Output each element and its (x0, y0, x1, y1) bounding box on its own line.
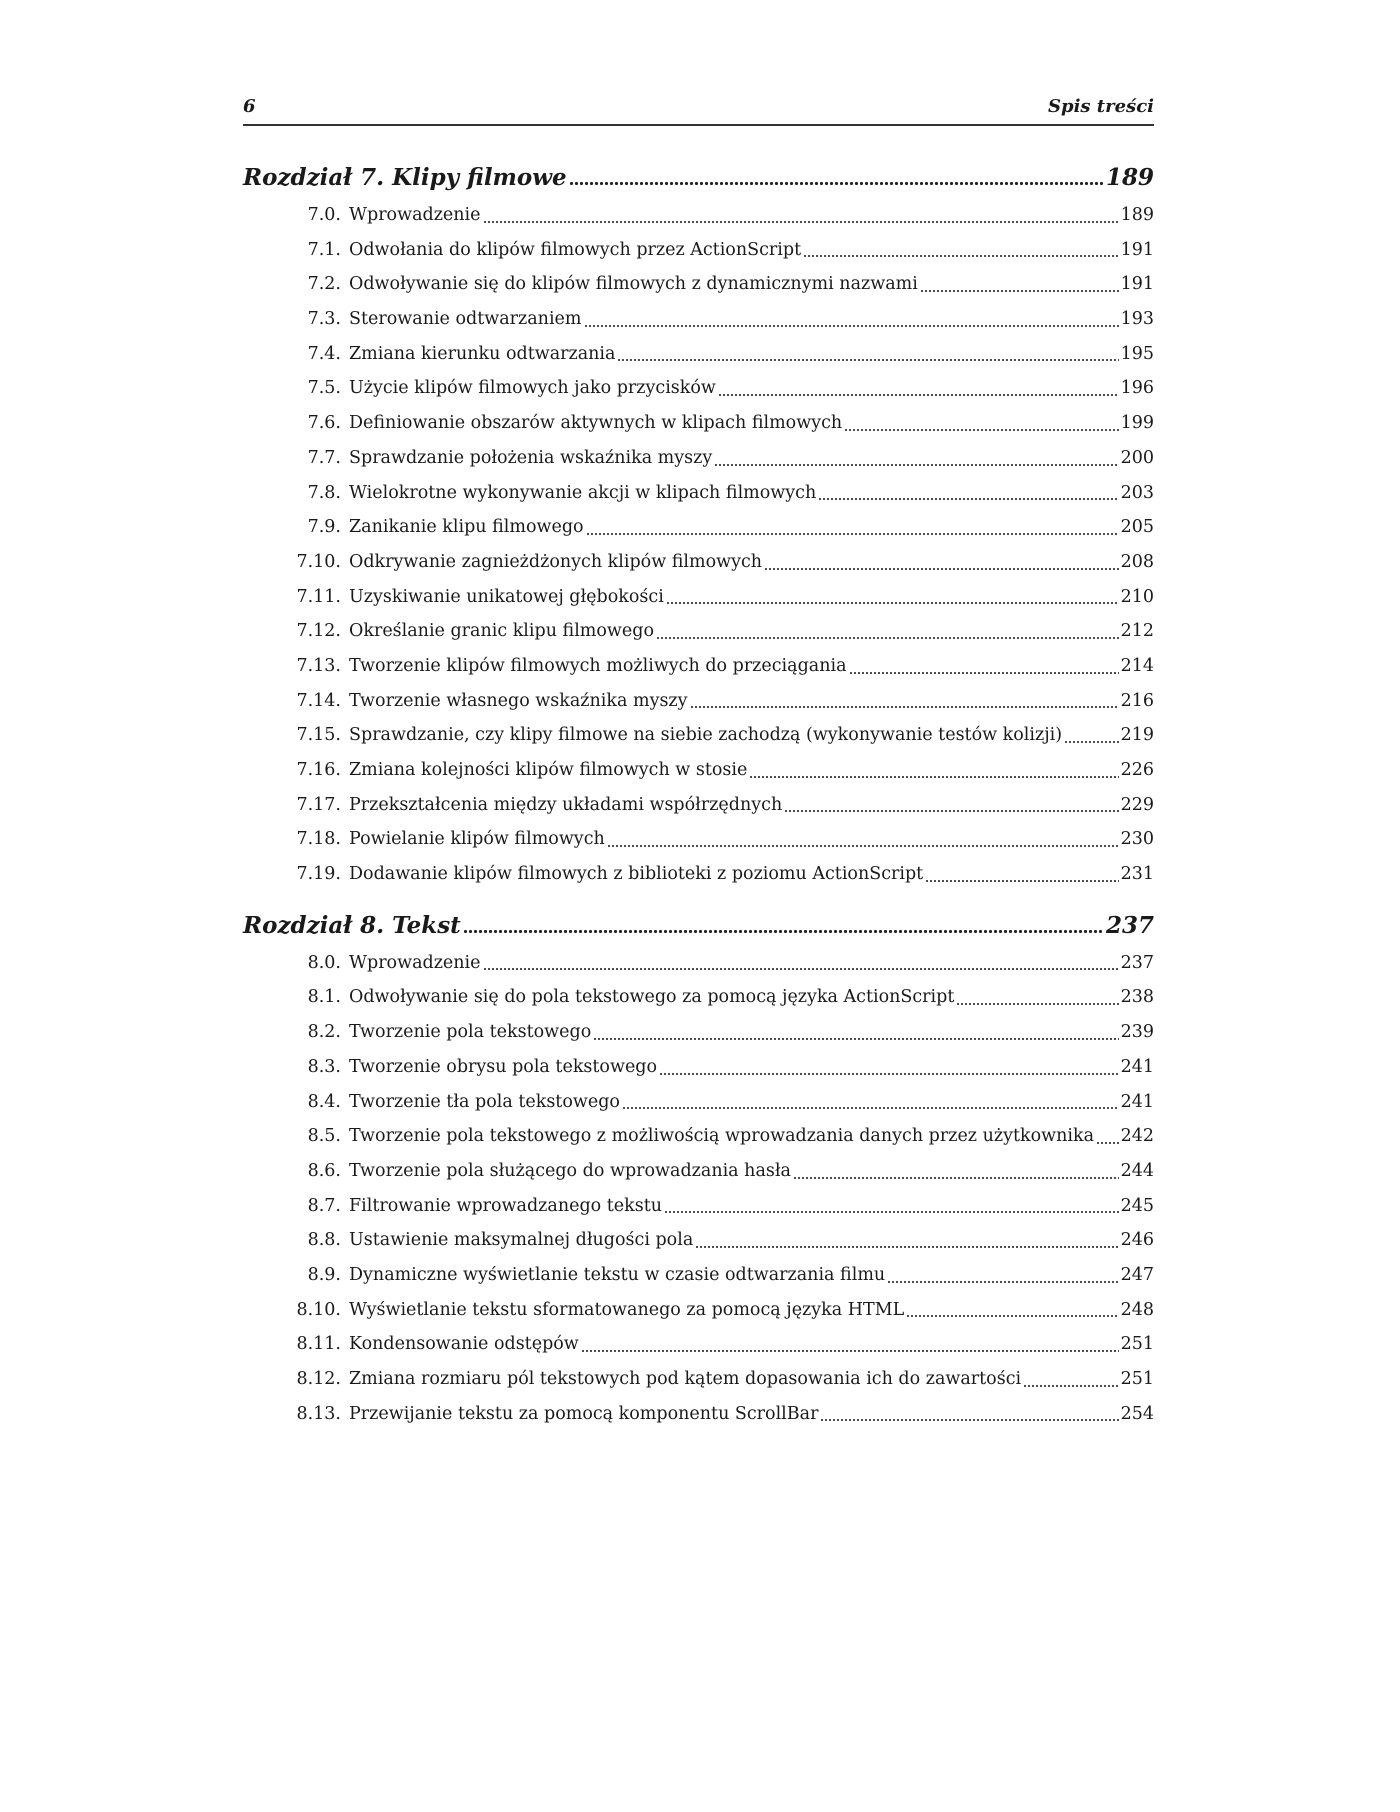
dot-leader (617, 356, 1118, 362)
entry-title: Tworzenie tła pola tekstowego (349, 1091, 620, 1112)
entry-title: Powielanie klipów filmowych (349, 829, 605, 850)
toc-entry[interactable] (243, 1085, 1154, 1120)
entry-title: Użycie klipów filmowych jako przycisków (349, 378, 716, 399)
entry-number: 8.13. (296, 1403, 341, 1424)
entry-page-number: 205 (1120, 517, 1154, 538)
chapter-page-number: 189 (1105, 164, 1154, 191)
toc-entry[interactable] (243, 198, 1154, 233)
entry-title: Tworzenie obrysu pola tekstowego (349, 1056, 658, 1077)
entry-title: Tworzenie pola tekstowego (349, 1022, 592, 1043)
dot-leader (690, 703, 1119, 709)
entry-page-number: 203 (1120, 482, 1154, 503)
entry-number: 8.2. (307, 1022, 341, 1043)
dot-leader (714, 461, 1118, 467)
entry-page-number: 226 (1120, 760, 1154, 780)
dot-leader (764, 565, 1119, 571)
dot-leader (463, 927, 1104, 934)
entry-number: 7.19. (296, 864, 341, 885)
entry-title: Tworzenie pola tekstowego z możliwością wprowadzania danych przez użytkownika (349, 1126, 1095, 1147)
entry-page-number: 238 (1120, 987, 1154, 1008)
entry-page-number: 251 (1120, 1369, 1154, 1389)
entry-title: Zanikanie klipu filmowego (349, 517, 584, 538)
entry-number: 7.17. (296, 794, 341, 815)
dot-leader (586, 530, 1119, 536)
toc-entry[interactable] (243, 1258, 1154, 1293)
toc-entry[interactable] (243, 1293, 1154, 1328)
entry-page-number: 196 (1120, 378, 1154, 399)
entry-page-number: 254 (1120, 1403, 1154, 1424)
entry-title: Odwoływanie się do pola tekstowego za pomocą języka ActionScript (349, 987, 955, 1008)
dot-leader (483, 965, 1119, 971)
toc-entry[interactable] (243, 614, 1154, 649)
entry-title: Tworzenie klipów filmowych możliwych do przeciągania (349, 655, 847, 676)
dot-leader (483, 218, 1119, 224)
toc-entry[interactable] (243, 1154, 1154, 1189)
toc-entry[interactable] (243, 580, 1154, 615)
dot-leader (666, 599, 1119, 605)
entry-page-number: 191 (1120, 239, 1154, 260)
toc-entry[interactable] (243, 406, 1154, 441)
entry-page-number: 189 (1120, 205, 1154, 225)
dot-leader (664, 1208, 1119, 1214)
toc-entry[interactable] (243, 233, 1154, 268)
entry-page-number: 200 (1120, 447, 1154, 468)
toc-entry[interactable] (243, 441, 1154, 476)
toc-entry[interactable] (243, 822, 1154, 857)
entry-number: 7.16. (296, 760, 341, 780)
entry-page-number: 230 (1120, 829, 1154, 850)
entry-title: Dodawanie klipów filmowych z biblioteki z poziomu ActionScript (349, 864, 924, 885)
chapter-heading[interactable] (243, 908, 1154, 944)
toc-entry[interactable] (243, 510, 1154, 545)
entry-number: 8.0. (307, 952, 341, 973)
entry-number: 8.7. (307, 1195, 341, 1216)
running-header-title: Spis treści (1047, 96, 1154, 117)
page-number: 6 (243, 96, 256, 117)
dot-leader (581, 1347, 1119, 1353)
entry-number: 7.14. (296, 690, 341, 711)
entry-title: Określanie granic klipu filmowego (349, 621, 655, 642)
dot-leader (659, 1070, 1119, 1076)
toc-entry[interactable] (243, 337, 1154, 372)
entry-title: Wyświetlanie tekstu sformatowanego za pomocą języka HTML (349, 1299, 905, 1320)
dot-leader (593, 1035, 1118, 1041)
dot-leader (622, 1104, 1119, 1110)
chapter-title: Rozdział 8. Tekst (243, 911, 461, 939)
chapter-page-number: 237 (1105, 911, 1154, 939)
entry-page-number: 191 (1120, 274, 1154, 295)
dot-leader (718, 391, 1119, 397)
entry-number: 7.4. (307, 343, 341, 364)
entry-page-number: 242 (1120, 1126, 1154, 1147)
entry-title: Filtrowanie wprowadzanego tekstu (349, 1195, 663, 1216)
dot-leader (584, 322, 1119, 328)
entry-page-number: 241 (1120, 1091, 1154, 1112)
dot-leader (887, 1278, 1118, 1284)
toc-entry[interactable] (243, 1050, 1154, 1085)
dot-leader (607, 842, 1119, 848)
entry-page-number: 214 (1120, 655, 1154, 676)
dot-leader (849, 669, 1119, 675)
entry-title: Tworzenie pola służącego do wprowadzania hasła (349, 1160, 791, 1181)
entry-page-number: 239 (1120, 1022, 1154, 1043)
entry-page-number: 219 (1120, 725, 1154, 746)
entry-number: 7.8. (307, 482, 341, 503)
entry-number: 7.5. (307, 378, 341, 399)
entry-title: Odwołania do klipów filmowych przez ActionScript (349, 239, 802, 260)
dot-leader (818, 495, 1118, 501)
entry-number: 7.6. (307, 413, 341, 434)
toc-entry[interactable] (243, 1327, 1154, 1362)
dot-leader (1064, 738, 1119, 744)
entry-page-number: 251 (1120, 1334, 1154, 1355)
entry-page-number: 237 (1120, 952, 1154, 973)
toc-entry[interactable] (243, 302, 1154, 337)
entry-title: Zmiana kierunku odtwarzania (349, 343, 616, 364)
dot-leader (925, 877, 1118, 883)
toc-entry[interactable] (243, 1119, 1154, 1154)
dot-leader (956, 1000, 1118, 1006)
entry-page-number: 193 (1120, 309, 1154, 330)
toc-entry[interactable] (243, 946, 1154, 981)
entry-title: Zmiana kolejności klipów filmowych w stosie (349, 760, 748, 780)
entry-number: 7.18. (296, 829, 341, 850)
entry-number: 7.2. (307, 274, 341, 295)
entry-title: Odwoływanie się do klipów filmowych z dynamicznymi nazwami (349, 274, 918, 295)
dot-leader (844, 426, 1118, 432)
dot-leader (749, 773, 1118, 779)
entry-title: Przekształcenia między układami współrzędnych (349, 794, 783, 815)
entry-number: 8.1. (307, 987, 341, 1008)
entry-number: 7.10. (296, 551, 341, 572)
toc-entry[interactable] (243, 1015, 1154, 1050)
toc-entry[interactable] (243, 649, 1154, 684)
toc-entry[interactable] (243, 788, 1154, 823)
entry-number: 7.7. (307, 447, 341, 468)
entry-page-number: 247 (1120, 1264, 1154, 1285)
dot-leader (1023, 1382, 1118, 1388)
toc-entry[interactable] (243, 718, 1154, 753)
entry-page-number: 246 (1120, 1230, 1154, 1251)
entry-title: Dynamiczne wyświetlanie tekstu w czasie odtwarzania filmu (349, 1264, 886, 1285)
entry-number: 7.11. (296, 586, 341, 607)
entry-title: Zmiana rozmiaru pól tekstowych pod kątem dopasowania ich do zawartości (349, 1369, 1022, 1389)
entry-title: Odkrywanie zagnieżdżonych klipów filmowych (349, 551, 763, 572)
entry-page-number: 231 (1120, 864, 1154, 885)
entry-number: 8.4. (307, 1091, 341, 1112)
entry-title: Sprawdzanie, czy klipy filmowe na siebie zachodzą (wykonywanie testów kolizji) (349, 725, 1063, 746)
toc-entry[interactable] (243, 1362, 1154, 1397)
toc-entry[interactable] (243, 371, 1154, 406)
chapter-title: Rozdział 7. Klipy filmowe (243, 164, 567, 191)
entry-title: Definiowanie obszarów aktywnych w klipach filmowych (349, 413, 843, 434)
dot-leader (784, 807, 1118, 813)
entry-number: 7.12. (296, 621, 341, 642)
entry-number: 8.9. (307, 1264, 341, 1285)
entry-page-number: 210 (1120, 586, 1154, 607)
entry-number: 7.0. (307, 205, 341, 225)
dot-leader (906, 1312, 1118, 1318)
entry-number: 7.13. (296, 655, 341, 676)
entry-title: Kondensowanie odstępów (349, 1334, 579, 1355)
dot-leader (1096, 1139, 1119, 1145)
entry-page-number: 208 (1120, 551, 1154, 572)
entry-page-number: 248 (1120, 1299, 1154, 1320)
entry-number: 7.15. (296, 725, 341, 746)
toc-entry[interactable] (243, 1189, 1154, 1224)
toc-entry[interactable] (243, 545, 1154, 580)
entry-page-number: 245 (1120, 1195, 1154, 1216)
entry-page-number: 216 (1120, 690, 1154, 711)
toc-entry[interactable] (243, 753, 1154, 788)
entry-title: Przewijanie tekstu za pomocą komponentu ScrollBar (349, 1403, 819, 1424)
entry-number: 8.5. (307, 1126, 341, 1147)
toc-entry[interactable] (243, 857, 1154, 892)
dot-leader (695, 1243, 1118, 1249)
entry-title: Uzyskiwanie unikatowej głębokości (349, 586, 664, 607)
toc-entry[interactable] (243, 684, 1154, 719)
dot-leader (569, 179, 1104, 186)
entry-page-number: 229 (1120, 794, 1154, 815)
toc-entry[interactable] (243, 476, 1154, 511)
chapter-heading[interactable] (243, 160, 1154, 196)
entry-number: 8.8. (307, 1230, 341, 1251)
entry-number: 7.9. (307, 517, 341, 538)
toc-entry[interactable] (243, 980, 1154, 1015)
entry-number: 7.1. (307, 239, 341, 260)
entry-number: 8.12. (296, 1369, 341, 1389)
entry-title: Wprowadzenie (349, 205, 481, 225)
entry-page-number: 244 (1120, 1160, 1154, 1181)
running-header (243, 96, 1154, 126)
entry-number: 8.11. (296, 1334, 341, 1355)
entry-title: Sprawdzanie położenia wskaźnika myszy (349, 447, 713, 468)
toc-entry[interactable] (243, 267, 1154, 302)
dot-leader (656, 634, 1119, 640)
entry-number: 8.6. (307, 1160, 341, 1181)
entry-number: 7.3. (307, 309, 341, 330)
entry-page-number: 241 (1120, 1056, 1154, 1077)
entry-page-number: 199 (1120, 413, 1154, 434)
table-of-contents (243, 160, 1154, 1431)
entry-page-number: 195 (1120, 343, 1154, 364)
entry-number: 8.3. (307, 1056, 341, 1077)
entry-title: Wielokrotne wykonywanie akcji w klipach filmowych (349, 482, 817, 503)
entry-title: Sterowanie odtwarzaniem (349, 309, 582, 330)
dot-leader (820, 1416, 1118, 1422)
toc-entry[interactable] (243, 1223, 1154, 1258)
entry-number: 8.10. (296, 1299, 341, 1320)
dot-leader (920, 287, 1119, 293)
entry-title: Tworzenie własnego wskaźnika myszy (349, 690, 688, 711)
entry-title: Ustawienie maksymalnej długości pola (349, 1230, 694, 1251)
dot-leader (803, 252, 1118, 258)
toc-entry[interactable] (243, 1397, 1154, 1432)
entry-title: Wprowadzenie (349, 952, 481, 973)
dot-leader (793, 1174, 1119, 1180)
entry-page-number: 212 (1120, 621, 1154, 642)
